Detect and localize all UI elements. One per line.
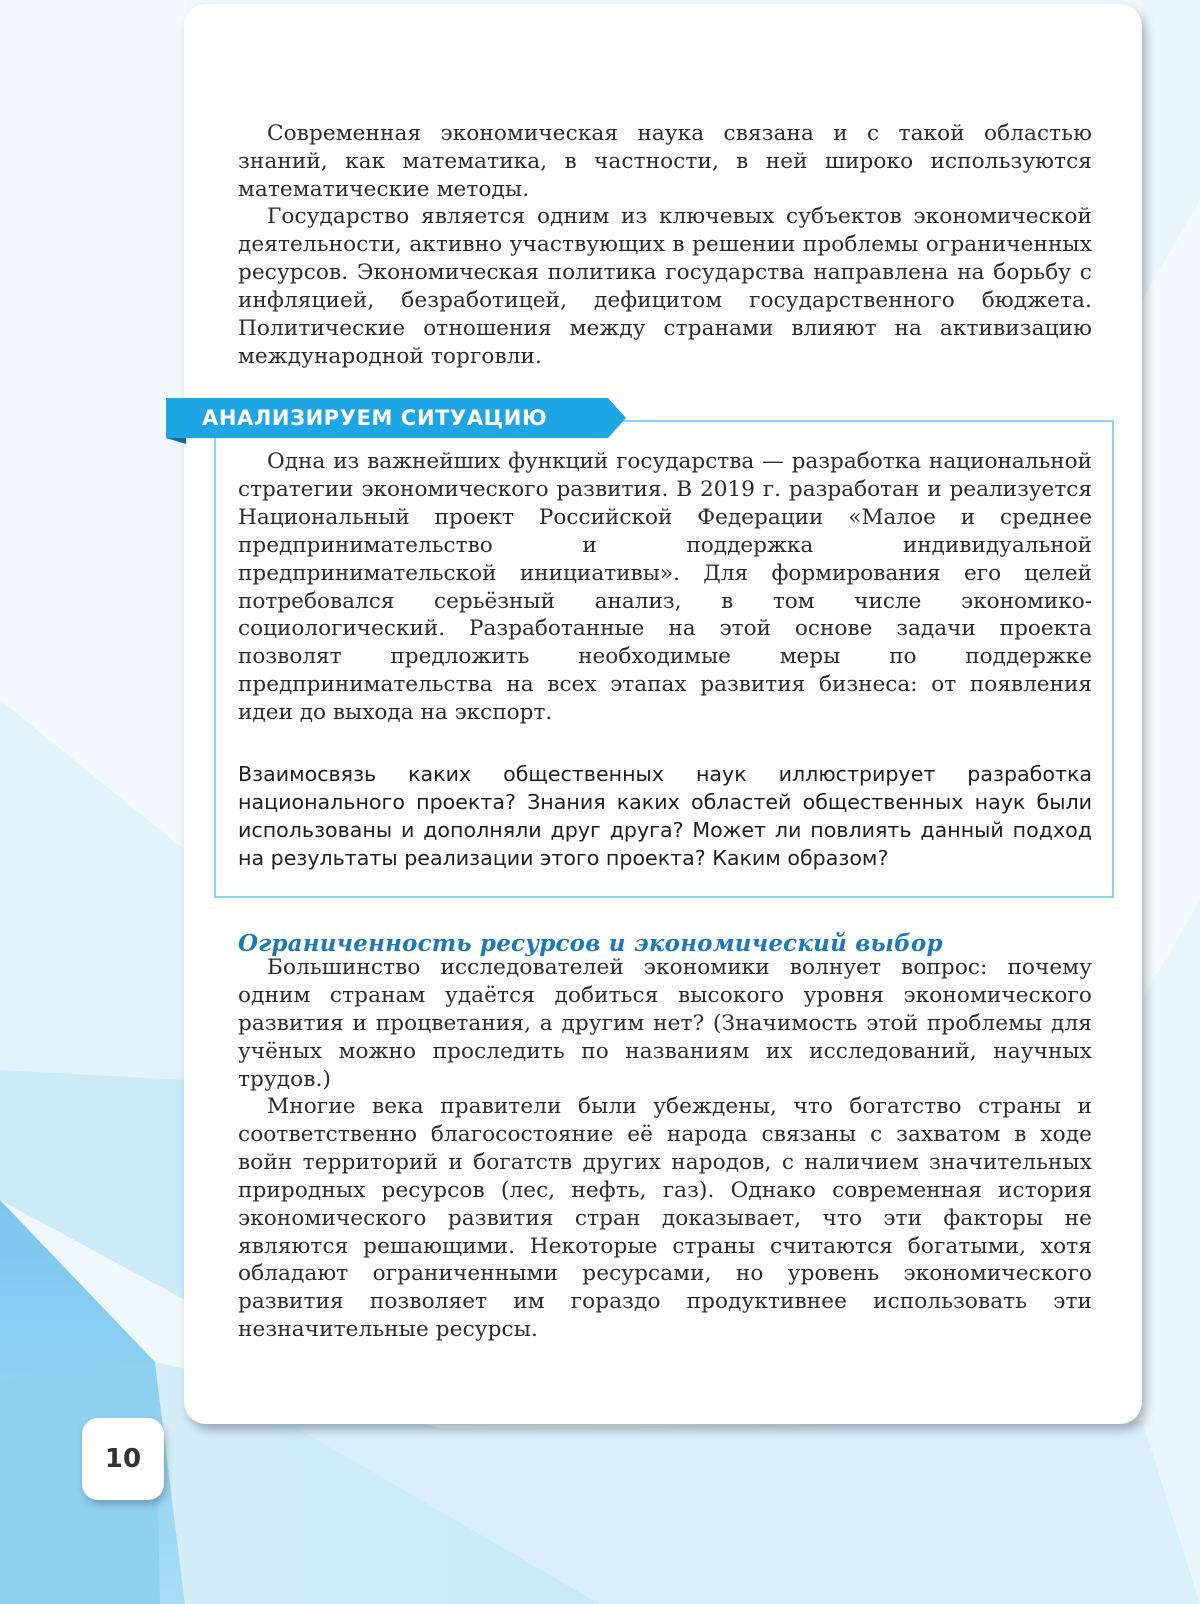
intro-paragraph-2: Государство является одним из ключевых субъектов экономической деятельности, активно участвующих в решении проблемы ограниченных ресурсов. Экономическая политика государства направлена на борьбу с инфляцией, безработицей, дефицитом государственного бюджета. Политические отношения между странами влияют на активизацию международной торговли. xyxy=(238,204,1092,369)
page-number-box xyxy=(82,1418,164,1500)
section-paragraph-1: Большинство исследователей экономики волнует вопрос: почему одним странам удаётся добиться высокого уровня экономического развития и процветания, а другим нет? (Значимость этой проблемы для учёных можно проследить по названиям их исследований, научных трудов.) xyxy=(238,955,1092,1092)
case-banner xyxy=(166,398,626,444)
section-heading: Ограниченность ресурсов и экономический выбор xyxy=(238,930,943,957)
case-question: Взаимосвязь каких общественных наук иллюстрирует разработка национального проекта? Знания каких областей общественных наук были использованы и дополняли друг друга? Может ли повлиять данный подход на результаты реализации этого проекта? Каким образом? xyxy=(238,762,1092,870)
intro-paragraph-1: Современная экономическая наука связана и с такой областью знаний, как математика, в частности, в ней широко используются математические методы. xyxy=(238,121,1092,202)
section-paragraph-2: Многие века правители были убеждены, что богатство страны и соответственно благосостояние её народа связаны с захватом в ходе войн территорий и богатств других народов, с наличием значительных природных ресурсов (лес, нефть, газ). Однако современная история экономического развития стран доказывает, что эти факторы не являются решающими. Некоторые страны считаются богатыми, хотя обладают ограниченными ресурсами, но уровень экономического развития позволяет им гораздо продуктивнее использовать эти незначительные ресурсы. xyxy=(238,1094,1092,1343)
case-text: Одна из важнейших функций государства — разработка национальной стратегии экономического развития. В 2019 г. разработан и реализуется Национальный проект Российской Федерации «Малое и среднее предпринимательство и поддержка индивидуальной предпринимательской инициативы». Для формирования его целей потребовался серьёзный анализ, в том числе экономико-социологический. Разработанные на этой основе задачи проекта позволят предложить необходимые меры по поддержке предпринимательства на всех этапах развития бизнеса: от появления идеи до выхода на экспорт. xyxy=(238,449,1092,726)
page-number: 10 xyxy=(104,1444,142,1474)
case-banner-label: АНАЛИЗИРУЕМ СИТУАЦИЮ xyxy=(202,406,548,430)
